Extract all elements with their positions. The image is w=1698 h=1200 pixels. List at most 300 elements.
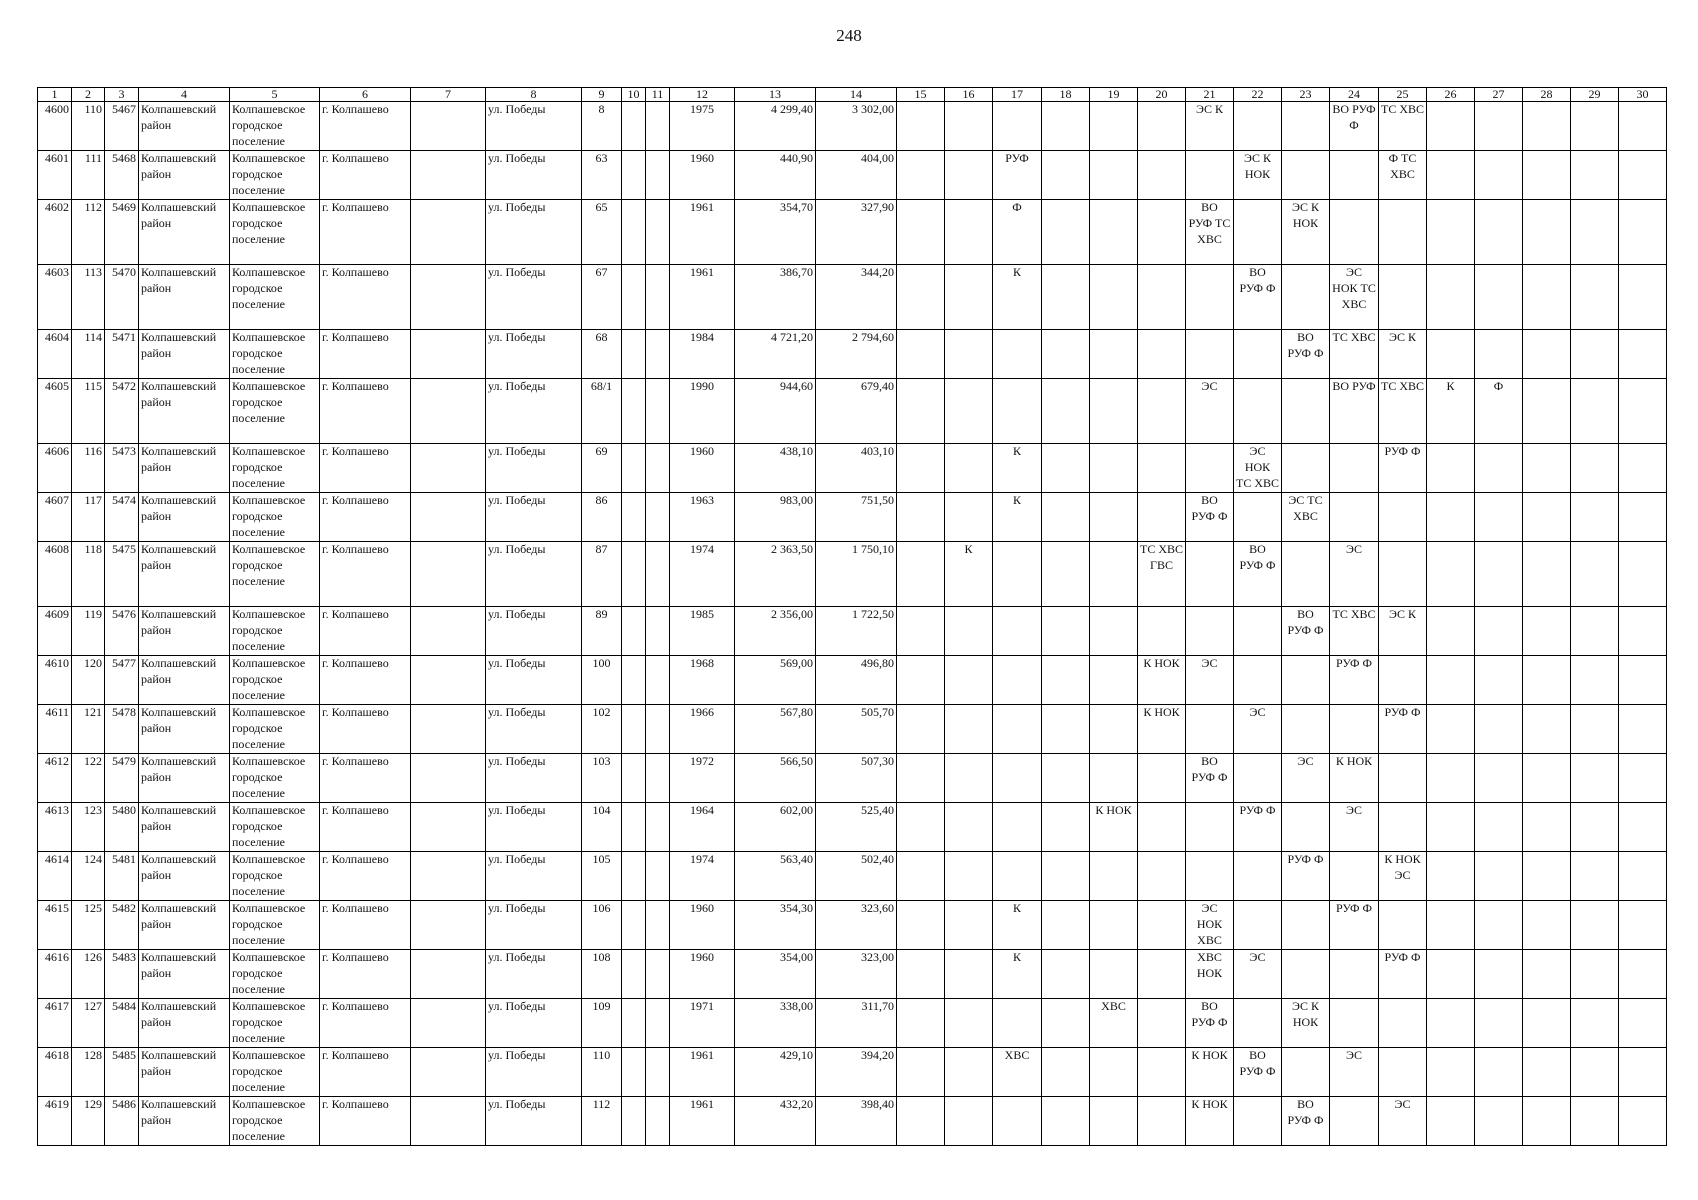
cell-col-18 — [1042, 656, 1090, 705]
cell-col-17 — [993, 542, 1042, 607]
cell-col-28 — [1523, 656, 1571, 705]
cell-col-22 — [1234, 102, 1282, 151]
cell-col-17 — [993, 379, 1042, 444]
cell-col-14: 525,40 — [816, 803, 897, 852]
cell-col-8: ул. Победы — [486, 265, 582, 330]
cell-col-3: 5471 — [105, 330, 139, 379]
cell-col-8: ул. Победы — [486, 1048, 582, 1097]
cell-col-22: ЭС К НОК — [1234, 151, 1282, 200]
cell-col-29 — [1571, 754, 1619, 803]
cell-col-12: 1974 — [670, 542, 735, 607]
cell-col-17: К — [993, 950, 1042, 999]
cell-col-19: К НОК — [1090, 803, 1138, 852]
cell-col-28 — [1523, 705, 1571, 754]
cell-col-3: 5486 — [105, 1097, 139, 1146]
cell-col-2: 117 — [72, 493, 105, 542]
cell-col-11 — [646, 379, 670, 444]
cell-col-20 — [1138, 493, 1186, 542]
cell-col-20 — [1138, 999, 1186, 1048]
cell-col-8: ул. Победы — [486, 1097, 582, 1146]
cell-col-19 — [1090, 265, 1138, 330]
cell-col-19 — [1090, 151, 1138, 200]
column-header-17: 17 — [993, 88, 1042, 102]
cell-col-25: ЭС К — [1379, 330, 1427, 379]
cell-col-17 — [993, 330, 1042, 379]
cell-col-23 — [1282, 151, 1330, 200]
cell-col-5: Колпашевское городское поселение — [230, 754, 320, 803]
cell-col-29 — [1571, 542, 1619, 607]
cell-col-17 — [993, 803, 1042, 852]
cell-col-10 — [622, 901, 646, 950]
cell-col-4: Колпашевский район — [139, 852, 230, 901]
cell-col-13: 432,20 — [735, 1097, 816, 1146]
cell-col-4: Колпашевский район — [139, 1097, 230, 1146]
cell-col-4: Колпашевский район — [139, 705, 230, 754]
cell-col-10 — [622, 852, 646, 901]
cell-col-16 — [945, 705, 993, 754]
cell-col-12: 1975 — [670, 102, 735, 151]
column-header-25: 25 — [1379, 88, 1427, 102]
column-header-12: 12 — [670, 88, 735, 102]
cell-col-12: 1974 — [670, 852, 735, 901]
cell-col-28 — [1523, 1097, 1571, 1146]
cell-col-17 — [993, 999, 1042, 1048]
cell-col-9: 67 — [582, 265, 622, 330]
cell-col-10 — [622, 151, 646, 200]
cell-col-13: 338,00 — [735, 999, 816, 1048]
cell-col-2: 112 — [72, 200, 105, 265]
cell-col-9: 100 — [582, 656, 622, 705]
cell-col-11 — [646, 151, 670, 200]
cell-col-30 — [1619, 444, 1667, 493]
cell-col-5: Колпашевское городское поселение — [230, 542, 320, 607]
cell-col-24: ЭС — [1330, 1048, 1379, 1097]
cell-col-22: ЭС — [1234, 705, 1282, 754]
cell-col-19 — [1090, 607, 1138, 656]
cell-col-7 — [411, 852, 486, 901]
cell-col-2: 128 — [72, 1048, 105, 1097]
cell-col-27 — [1475, 493, 1523, 542]
cell-col-11 — [646, 200, 670, 265]
cell-col-25: К НОК ЭС — [1379, 852, 1427, 901]
cell-col-25 — [1379, 493, 1427, 542]
cell-col-25 — [1379, 200, 1427, 265]
cell-col-3: 5484 — [105, 999, 139, 1048]
cell-col-18 — [1042, 542, 1090, 607]
cell-col-5: Колпашевское городское поселение — [230, 151, 320, 200]
cell-col-2: 124 — [72, 852, 105, 901]
cell-col-28 — [1523, 151, 1571, 200]
cell-col-20 — [1138, 330, 1186, 379]
table-row — [38, 200, 1667, 265]
cell-col-11 — [646, 444, 670, 493]
cell-col-24 — [1330, 493, 1379, 542]
cell-col-24 — [1330, 950, 1379, 999]
cell-col-26 — [1427, 656, 1475, 705]
cell-col-27 — [1475, 852, 1523, 901]
cell-col-20 — [1138, 265, 1186, 330]
cell-col-10 — [622, 950, 646, 999]
cell-col-30 — [1619, 493, 1667, 542]
cell-col-2: 123 — [72, 803, 105, 852]
cell-col-6: г. Колпашево — [320, 379, 411, 444]
cell-col-6: г. Колпашево — [320, 493, 411, 542]
table-row — [38, 950, 1667, 999]
cell-col-17: ХВС — [993, 1048, 1042, 1097]
cell-col-15 — [897, 656, 945, 705]
cell-col-1: 4602 — [38, 200, 72, 265]
cell-col-8: ул. Победы — [486, 493, 582, 542]
cell-col-18 — [1042, 950, 1090, 999]
column-header-10: 10 — [622, 88, 646, 102]
table-row — [38, 754, 1667, 803]
cell-col-24 — [1330, 705, 1379, 754]
cell-col-4: Колпашевский район — [139, 151, 230, 200]
cell-col-3: 5472 — [105, 379, 139, 444]
cell-col-1: 4616 — [38, 950, 72, 999]
cell-col-4: Колпашевский район — [139, 754, 230, 803]
cell-col-12: 1972 — [670, 754, 735, 803]
cell-col-20 — [1138, 607, 1186, 656]
cell-col-6: г. Колпашево — [320, 950, 411, 999]
cell-col-13: 354,00 — [735, 950, 816, 999]
cell-col-23 — [1282, 1048, 1330, 1097]
cell-col-21 — [1186, 542, 1234, 607]
cell-col-24 — [1330, 200, 1379, 265]
cell-col-1: 4608 — [38, 542, 72, 607]
cell-col-9: 105 — [582, 852, 622, 901]
cell-col-25: РУФ Ф — [1379, 950, 1427, 999]
cell-col-5: Колпашевское городское поселение — [230, 330, 320, 379]
cell-col-23: ВО РУФ Ф — [1282, 330, 1330, 379]
cell-col-5: Колпашевское городское поселение — [230, 102, 320, 151]
cell-col-5: Колпашевское городское поселение — [230, 265, 320, 330]
cell-col-23 — [1282, 705, 1330, 754]
cell-col-12: 1984 — [670, 330, 735, 379]
cell-col-29 — [1571, 379, 1619, 444]
cell-col-18 — [1042, 493, 1090, 542]
cell-col-28 — [1523, 999, 1571, 1048]
cell-col-22 — [1234, 1097, 1282, 1146]
cell-col-26 — [1427, 330, 1475, 379]
cell-col-24 — [1330, 444, 1379, 493]
cell-col-19 — [1090, 379, 1138, 444]
column-header-1: 1 — [38, 88, 72, 102]
cell-col-19 — [1090, 901, 1138, 950]
cell-col-8: ул. Победы — [486, 705, 582, 754]
cell-col-20 — [1138, 852, 1186, 901]
cell-col-12: 1990 — [670, 379, 735, 444]
cell-col-11 — [646, 803, 670, 852]
column-header-3: 3 — [105, 88, 139, 102]
cell-col-5: Колпашевское городское поселение — [230, 852, 320, 901]
cell-col-12: 1961 — [670, 265, 735, 330]
cell-col-18 — [1042, 901, 1090, 950]
cell-col-11 — [646, 102, 670, 151]
column-header-29: 29 — [1571, 88, 1619, 102]
cell-col-9: 102 — [582, 705, 622, 754]
cell-col-8: ул. Победы — [486, 803, 582, 852]
cell-col-28 — [1523, 330, 1571, 379]
cell-col-29 — [1571, 200, 1619, 265]
cell-col-16 — [945, 200, 993, 265]
cell-col-5: Колпашевское городское поселение — [230, 656, 320, 705]
cell-col-19 — [1090, 1097, 1138, 1146]
cell-col-19 — [1090, 493, 1138, 542]
cell-col-27 — [1475, 330, 1523, 379]
cell-col-3: 5477 — [105, 656, 139, 705]
cell-col-14: 403,10 — [816, 444, 897, 493]
cell-col-27 — [1475, 151, 1523, 200]
cell-col-9: 69 — [582, 444, 622, 493]
cell-col-27 — [1475, 200, 1523, 265]
cell-col-15 — [897, 379, 945, 444]
cell-col-7 — [411, 705, 486, 754]
cell-col-14: 323,00 — [816, 950, 897, 999]
cell-col-9: 68 — [582, 330, 622, 379]
cell-col-13: 440,90 — [735, 151, 816, 200]
cell-col-10 — [622, 656, 646, 705]
cell-col-21 — [1186, 803, 1234, 852]
cell-col-15 — [897, 151, 945, 200]
cell-col-5: Колпашевское городское поселение — [230, 379, 320, 444]
cell-col-21: ВО РУФ Ф — [1186, 754, 1234, 803]
cell-col-20: ТС ХВС ГВС — [1138, 542, 1186, 607]
cell-col-4: Колпашевский район — [139, 542, 230, 607]
cell-col-11 — [646, 705, 670, 754]
cell-col-29 — [1571, 705, 1619, 754]
cell-col-26 — [1427, 999, 1475, 1048]
cell-col-28 — [1523, 754, 1571, 803]
cell-col-3: 5475 — [105, 542, 139, 607]
cell-col-20 — [1138, 950, 1186, 999]
cell-col-24: ЭС — [1330, 542, 1379, 607]
cell-col-17 — [993, 705, 1042, 754]
cell-col-16 — [945, 265, 993, 330]
cell-col-14: 327,90 — [816, 200, 897, 265]
cell-col-6: г. Колпашево — [320, 901, 411, 950]
cell-col-21: ЭС — [1186, 379, 1234, 444]
cell-col-18 — [1042, 265, 1090, 330]
cell-col-5: Колпашевское городское поселение — [230, 950, 320, 999]
cell-col-12: 1961 — [670, 1097, 735, 1146]
cell-col-21: ЭС — [1186, 656, 1234, 705]
cell-col-12: 1963 — [670, 493, 735, 542]
cell-col-10 — [622, 379, 646, 444]
cell-col-14: 394,20 — [816, 1048, 897, 1097]
column-header-6: 6 — [320, 88, 411, 102]
cell-col-23 — [1282, 265, 1330, 330]
cell-col-15 — [897, 1048, 945, 1097]
cell-col-14: 1 722,50 — [816, 607, 897, 656]
cell-col-9: 104 — [582, 803, 622, 852]
cell-col-29 — [1571, 901, 1619, 950]
cell-col-7 — [411, 950, 486, 999]
cell-col-29 — [1571, 1048, 1619, 1097]
page-number: 248 — [836, 26, 862, 45]
cell-col-8: ул. Победы — [486, 102, 582, 151]
cell-col-21 — [1186, 265, 1234, 330]
cell-col-17: Ф — [993, 200, 1042, 265]
cell-col-21: ВО РУФ Ф — [1186, 493, 1234, 542]
cell-col-17 — [993, 754, 1042, 803]
cell-col-1: 4605 — [38, 379, 72, 444]
cell-col-17 — [993, 102, 1042, 151]
cell-col-20 — [1138, 102, 1186, 151]
table-row — [38, 803, 1667, 852]
cell-col-19 — [1090, 102, 1138, 151]
cell-col-9: 109 — [582, 999, 622, 1048]
cell-col-4: Колпашевский район — [139, 901, 230, 950]
cell-col-26 — [1427, 444, 1475, 493]
cell-col-6: г. Колпашево — [320, 1097, 411, 1146]
cell-col-30 — [1619, 705, 1667, 754]
cell-col-1: 4603 — [38, 265, 72, 330]
cell-col-9: 87 — [582, 542, 622, 607]
cell-col-14: 679,40 — [816, 379, 897, 444]
cell-col-28 — [1523, 493, 1571, 542]
column-header-20: 20 — [1138, 88, 1186, 102]
cell-col-25 — [1379, 656, 1427, 705]
table-row — [38, 379, 1667, 444]
column-header-7: 7 — [411, 88, 486, 102]
cell-col-2: 119 — [72, 607, 105, 656]
cell-col-14: 1 750,10 — [816, 542, 897, 607]
cell-col-22: РУФ Ф — [1234, 803, 1282, 852]
cell-col-2: 111 — [72, 151, 105, 200]
cell-col-29 — [1571, 102, 1619, 151]
cell-col-28 — [1523, 265, 1571, 330]
column-header-23: 23 — [1282, 88, 1330, 102]
cell-col-4: Колпашевский район — [139, 803, 230, 852]
cell-col-1: 4619 — [38, 1097, 72, 1146]
cell-col-29 — [1571, 803, 1619, 852]
cell-col-13: 4 721,20 — [735, 330, 816, 379]
cell-col-13: 563,40 — [735, 852, 816, 901]
cell-col-16 — [945, 901, 993, 950]
column-header-4: 4 — [139, 88, 230, 102]
cell-col-28 — [1523, 102, 1571, 151]
cell-col-17 — [993, 607, 1042, 656]
cell-col-22: ЭС НОК ТС ХВС — [1234, 444, 1282, 493]
cell-col-23 — [1282, 542, 1330, 607]
cell-col-11 — [646, 656, 670, 705]
cell-col-21: К НОК — [1186, 1097, 1234, 1146]
cell-col-23 — [1282, 950, 1330, 999]
cell-col-27 — [1475, 999, 1523, 1048]
cell-col-7 — [411, 542, 486, 607]
cell-col-5: Колпашевское городское поселение — [230, 999, 320, 1048]
cell-col-19 — [1090, 200, 1138, 265]
table-row — [38, 1048, 1667, 1097]
cell-col-8: ул. Победы — [486, 901, 582, 950]
cell-col-1: 4614 — [38, 852, 72, 901]
cell-col-16 — [945, 803, 993, 852]
cell-col-14: 496,80 — [816, 656, 897, 705]
cell-col-7 — [411, 656, 486, 705]
cell-col-3: 5478 — [105, 705, 139, 754]
cell-col-4: Колпашевский район — [139, 200, 230, 265]
cell-col-23: ЭС К НОК — [1282, 200, 1330, 265]
cell-col-16 — [945, 1097, 993, 1146]
cell-col-20 — [1138, 901, 1186, 950]
cell-col-27 — [1475, 265, 1523, 330]
cell-col-13: 602,00 — [735, 803, 816, 852]
cell-col-26 — [1427, 200, 1475, 265]
column-header-8: 8 — [486, 88, 582, 102]
cell-col-26 — [1427, 754, 1475, 803]
cell-col-3: 5467 — [105, 102, 139, 151]
cell-col-17 — [993, 1097, 1042, 1146]
cell-col-3: 5474 — [105, 493, 139, 542]
cell-col-2: 129 — [72, 1097, 105, 1146]
cell-col-6: г. Колпашево — [320, 852, 411, 901]
cell-col-14: 323,60 — [816, 901, 897, 950]
cell-col-18 — [1042, 102, 1090, 151]
column-header-19: 19 — [1090, 88, 1138, 102]
cell-col-5: Колпашевское городское поселение — [230, 607, 320, 656]
cell-col-20 — [1138, 379, 1186, 444]
cell-col-13: 386,70 — [735, 265, 816, 330]
cell-col-2: 120 — [72, 656, 105, 705]
cell-col-27 — [1475, 656, 1523, 705]
cell-col-10 — [622, 542, 646, 607]
cell-col-8: ул. Победы — [486, 542, 582, 607]
cell-col-20 — [1138, 444, 1186, 493]
cell-col-25 — [1379, 1048, 1427, 1097]
cell-col-22 — [1234, 999, 1282, 1048]
cell-col-15 — [897, 330, 945, 379]
cell-col-30 — [1619, 151, 1667, 200]
cell-col-15 — [897, 265, 945, 330]
cell-col-24: РУФ Ф — [1330, 656, 1379, 705]
cell-col-14: 502,40 — [816, 852, 897, 901]
cell-col-19: ХВС — [1090, 999, 1138, 1048]
cell-col-8: ул. Победы — [486, 151, 582, 200]
cell-col-18 — [1042, 852, 1090, 901]
cell-col-13: 944,60 — [735, 379, 816, 444]
cell-col-26 — [1427, 151, 1475, 200]
cell-col-6: г. Колпашево — [320, 754, 411, 803]
cell-col-7 — [411, 901, 486, 950]
cell-col-2: 127 — [72, 999, 105, 1048]
cell-col-7 — [411, 754, 486, 803]
cell-col-12: 1960 — [670, 444, 735, 493]
cell-col-23 — [1282, 444, 1330, 493]
cell-col-24 — [1330, 999, 1379, 1048]
cell-col-13: 983,00 — [735, 493, 816, 542]
cell-col-10 — [622, 330, 646, 379]
cell-col-6: г. Колпашево — [320, 803, 411, 852]
cell-col-20 — [1138, 200, 1186, 265]
cell-col-2: 125 — [72, 901, 105, 950]
cell-col-30 — [1619, 950, 1667, 999]
cell-col-17: К — [993, 493, 1042, 542]
column-header-18: 18 — [1042, 88, 1090, 102]
cell-col-4: Колпашевский район — [139, 330, 230, 379]
cell-col-3: 5473 — [105, 444, 139, 493]
cell-col-6: г. Колпашево — [320, 102, 411, 151]
cell-col-30 — [1619, 901, 1667, 950]
cell-col-25 — [1379, 803, 1427, 852]
cell-col-7 — [411, 999, 486, 1048]
cell-col-17: РУФ — [993, 151, 1042, 200]
cell-col-7 — [411, 379, 486, 444]
cell-col-3: 5483 — [105, 950, 139, 999]
cell-col-6: г. Колпашево — [320, 444, 411, 493]
cell-col-12: 1960 — [670, 950, 735, 999]
table-row — [38, 265, 1667, 330]
